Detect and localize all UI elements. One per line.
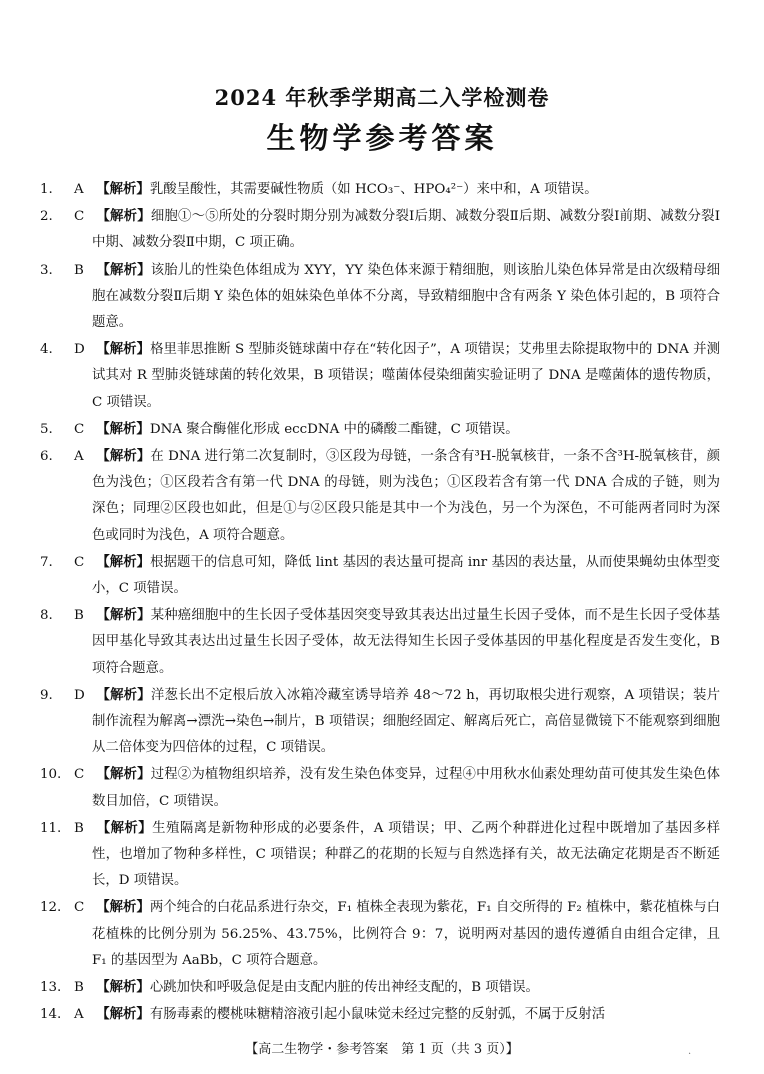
exam-title: 2024 年秋季学期高二入学检测卷 <box>214 85 550 110</box>
corner-mark: . <box>688 1046 692 1057</box>
question-number: 12. <box>40 900 62 916</box>
question-number: 13. <box>40 980 62 996</box>
analysis-text: 细胞①～⑤所处的分裂时期分别为减数分裂Ⅰ后期、减数分裂Ⅱ后期、减数分裂Ⅰ前期、减数分裂Ⅰ中期、减数分裂Ⅱ中期，C 项正确。 <box>92 209 721 251</box>
answer-choice: D <box>74 687 85 703</box>
answer-choice: D <box>74 342 85 358</box>
analysis-tag: 【解析】 <box>96 766 151 783</box>
question-number: 2. <box>40 209 53 225</box>
answer-item-1 <box>40 176 720 203</box>
answer-choice: B <box>74 820 84 836</box>
answer-item-5 <box>40 416 720 443</box>
answer-item-13 <box>40 974 720 1001</box>
answer-item-14 <box>40 1001 720 1028</box>
answer-choice: B <box>74 608 84 624</box>
answer-choice: C <box>74 209 85 225</box>
question-number: 3. <box>40 262 53 278</box>
answer-item-7 <box>40 549 720 602</box>
answer-choice: C <box>74 554 85 570</box>
answer-item-10 <box>40 761 720 814</box>
analysis-tag: 【解析】 <box>96 208 151 225</box>
analysis-text: 根据题干的信息可知，降低 lint 基因的表达量可提高 inr 基因的表达量，从而使果蝇幼虫体型变小，C 项错误。 <box>92 554 720 597</box>
question-number: 4. <box>40 342 53 358</box>
analysis-tag: 【解析】 <box>96 420 150 437</box>
answer-item-4 <box>40 336 720 416</box>
analysis-text: 格里菲思推断 S 型肺炎链球菌中存在“转化因子”，A 项错误；艾弗里去除提取物中的 DNA 并测试其对 R 型肺炎链球菌的转化效果，B 项错误；噬菌体侵染细菌实验证明了 DNA 是噬菌体的遗传物质，C 项错误。 <box>92 342 720 410</box>
analysis-text: 某种癌细胞中的生长因子受体基因突变导致其表达出过量生长因子受体，而不是生长因子受体基因甲基化导致其表达出过量生长因子受体，故无法得知生长因子受体基因的甲基化程度是否发生变化，B 项符合题意。 <box>92 608 721 676</box>
answer-item-12 <box>40 894 720 974</box>
answer-item-8 <box>40 602 720 682</box>
analysis-tag: 【解析】 <box>96 607 151 624</box>
question-number: 11. <box>40 820 62 836</box>
answer-choice: A <box>74 449 84 465</box>
analysis-text: 在 DNA 进行第二次复制时，③区段为母链，一条含有³H-脱氧核苷，一条不含³H-脱氧核苷，颜色为浅色；①区段若含有第一代 DNA 的母链，则为浅色；①区段若含有第一代 DNA 合成的子链，则为深色；同理②区段也如此，但是①与②区段只能是其中一个为浅色，另一个为深色，不可能两者同时为深色或同时为浅色，A 项符合题意。 <box>92 449 721 543</box>
analysis-tag: 【解析】 <box>96 979 150 996</box>
question-number: 1. <box>40 182 53 197</box>
analysis-text: 过程②为植物组织培养，没有发生染色体变异，过程④中用秋水仙素处理幼苗可使其发生染色体数目加倍，C 项错误。 <box>92 767 721 809</box>
analysis-text: 有肠毒素的樱桃味糖精溶液引起小鼠味觉未经过完整的反射弧，不属于反射活 <box>149 1007 606 1023</box>
answer-item-3 <box>40 257 720 337</box>
question-number: 8. <box>40 608 53 624</box>
analysis-text: 洋葱长出不定根后放入冰箱冷藏室诱导培养 48～72 h，再切取根尖进行观察，A 项错误；装片制作流程为解离→漂洗→染色→制片，B 项错误；细胞经固定、解离后死亡，高倍显微镜下不能观察到细胞从二倍体变为四倍体的过程，C 项错误。 <box>92 687 721 756</box>
answer-choice: B <box>74 980 84 996</box>
answer-choice: C <box>74 900 85 916</box>
answer-choice: C <box>74 767 85 783</box>
answer-key-title: 生物学参考答案 <box>266 121 498 155</box>
question-number: 14. <box>40 1007 62 1023</box>
answer-item-9 <box>40 682 720 762</box>
analysis-text: 乳酸呈酸性，其需要碱性物质（如 HCO₃⁻、HPO₄²⁻）来中和，A 项错误。 <box>149 182 598 197</box>
answer-choice: B <box>74 262 84 278</box>
analysis-text: 心跳加快和呼吸急促是由支配内脏的传出神经支配的，B 项错误。 <box>149 980 539 996</box>
analysis-text: DNA 聚合酶催化形成 eccDNA 中的磷酸二酯键，C 项错误。 <box>149 421 519 437</box>
analysis-tag: 【解析】 <box>96 181 150 197</box>
answer-item-6 <box>40 443 720 549</box>
analysis-text: 该胎儿的性染色体组成为 XYY，YY 染色体来源于精细胞，则该胎儿染色体异常是由次级精母细胞在减数分裂Ⅱ后期 Y 染色体的姐妹染色单体不分离，导致精细胞中含有两条 Y 染色体引起的，B 项符合题意。 <box>92 262 721 331</box>
analysis-tag: 【解析】 <box>96 899 150 916</box>
answer-choice: A <box>74 182 84 197</box>
answer-list <box>40 176 720 1029</box>
question-number: 10. <box>40 767 62 783</box>
analysis-tag: 【解析】 <box>96 341 151 358</box>
answer-item-11 <box>40 815 720 895</box>
analysis-tag: 【解析】 <box>96 686 151 703</box>
analysis-tag: 【解析】 <box>96 819 153 836</box>
question-number: 7. <box>40 554 53 570</box>
analysis-tag: 【解析】 <box>96 261 151 278</box>
analysis-text: 两个纯合的白花品系进行杂交，F₁ 植株全表现为紫花，F₁ 自交所得的 F₂ 植株中，紫花植株与白花植株的比例分别为 56.25%、43.75%，比例符合 9：7，说明两对基因的遗传遵循自由组合定律，且 F₁ 的基因型为 AaBb，C 项符合题意。 <box>92 900 720 968</box>
analysis-tag: 【解析】 <box>96 1006 150 1023</box>
answer-choice: C <box>74 421 85 437</box>
page-footer: 【高二生物学・参考答案 第 1 页（共 3 页）】 <box>245 1042 519 1057</box>
analysis-tag: 【解析】 <box>96 553 151 570</box>
analysis-tag: 【解析】 <box>96 448 151 465</box>
question-number: 5. <box>40 421 53 437</box>
question-number: 9. <box>40 687 53 703</box>
analysis-text: 生殖隔离是新物种形成的必要条件，A 项错误；甲、乙两个种群进化过程中既增加了基因多样性，也增加了物种多样性，C 项错误；种群乙的花期的长短与自然选择有关，故无法确定花期是否不断延长，D 项错误。 <box>92 820 720 889</box>
answer-choice: A <box>74 1007 84 1023</box>
question-number: 6. <box>40 449 53 465</box>
answer-item-2 <box>40 203 720 256</box>
